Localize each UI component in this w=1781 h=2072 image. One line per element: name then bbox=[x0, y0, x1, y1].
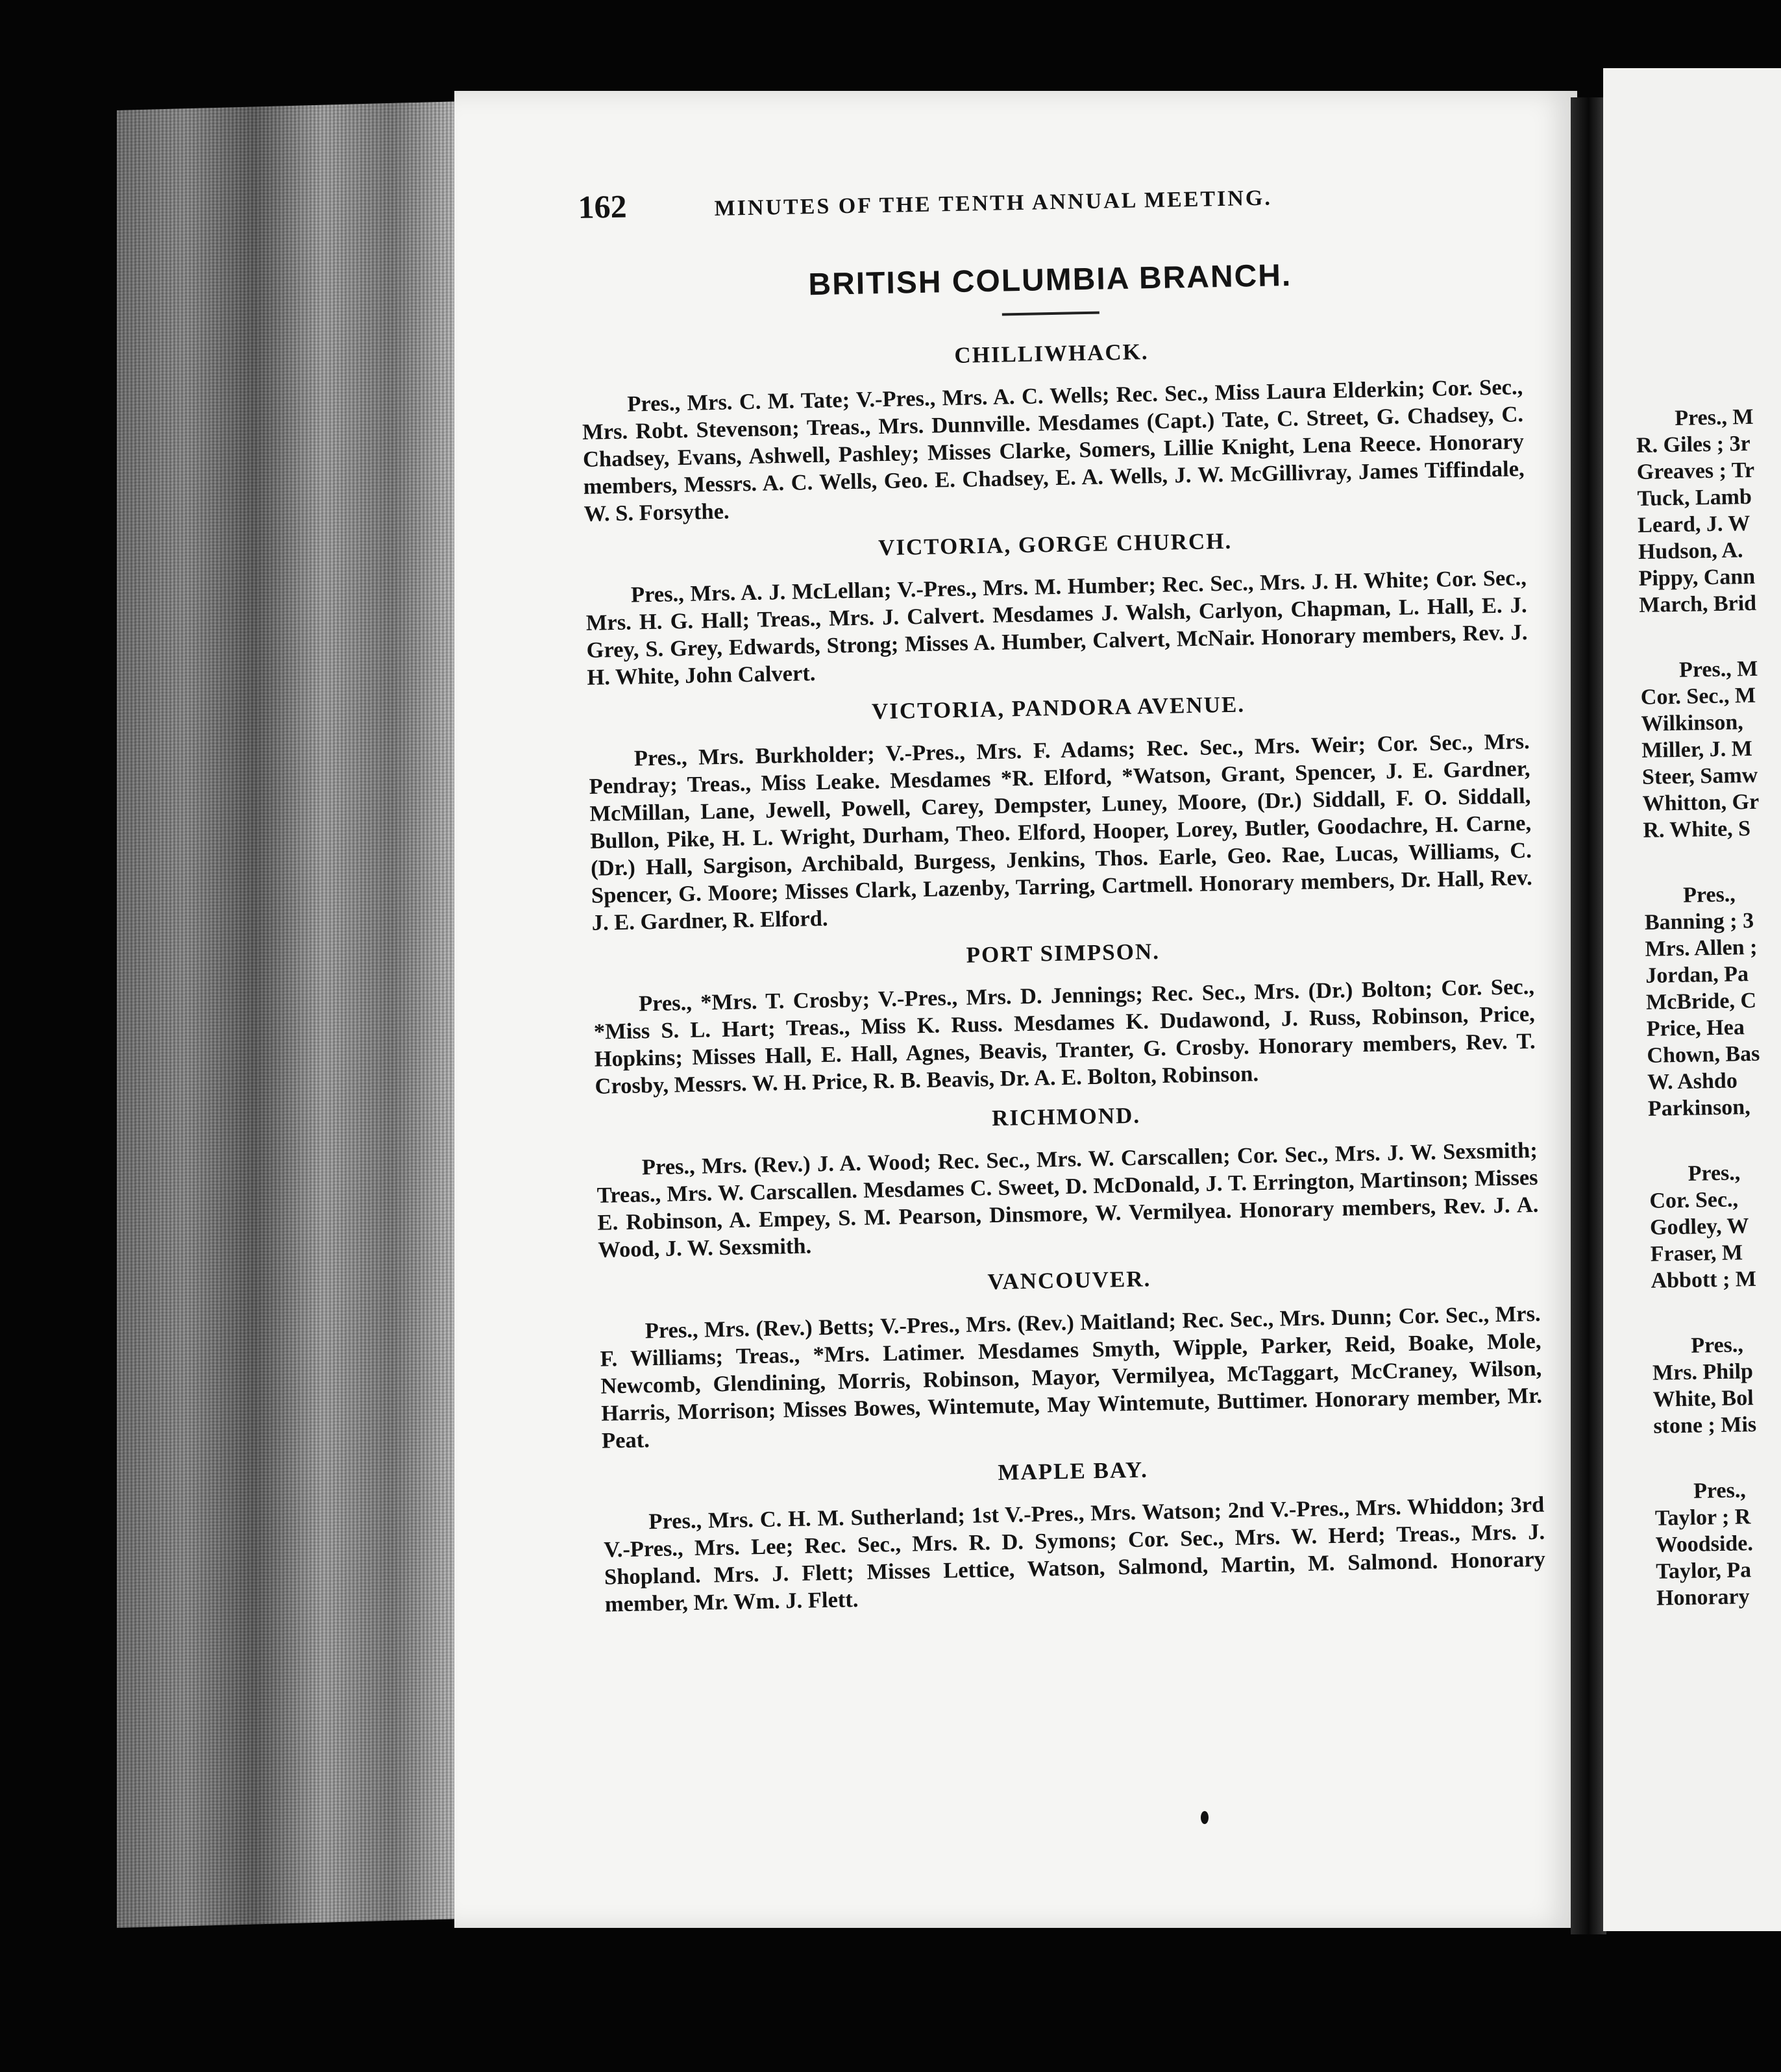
section-body: Pres., Mrs. C. H. M. Sutherland; 1st V.-Pres., Mrs. Watson; 2nd V.-Pres., Mrs. Whiddon; 3rd V.-Pres., Mrs. Lee; Rec. Sec., Mrs. R. D. Symons; Cor. Sec., Mrs. W. Herd; Treas., Mrs. J. Shopland. Mrs. J. Flett; Misses Lettice, Watson, Salmond, Martin, M. Salmond. Honorary member, Mr. Wm. J. Flett. bbox=[603, 1492, 1546, 1617]
section-heading: CHILLIWHACK. bbox=[954, 339, 1149, 368]
section-body: Pres., Mrs. A. J. McLellan; V.-Pres., Mrs. M. Humber; Rec. Sec., Mrs. J. H. White; Cor. Sec., Mrs. H. G. Hall; Treas., Mrs. J. Calvert. Mesdames J. Walsh, Carlyon, Chapman, L. Hall, E. J. Grey, S. Grey, Edwards, Strong; Misses A. Humber, Calvert, McNair. Honorary members, Rev. J. H. White, John Calvert. bbox=[585, 565, 1528, 690]
right-page-block bbox=[1636, 401, 1781, 619]
section-heading: VICTORIA, GORGE CHURCH. bbox=[878, 528, 1233, 561]
right-page-line: Cor. Sec., M bbox=[1640, 683, 1756, 709]
right-page-line: Taylor, Pa bbox=[1656, 1558, 1752, 1584]
right-page-line: stone ; Mis bbox=[1653, 1412, 1757, 1438]
right-page-line: Leard, J. W bbox=[1637, 511, 1750, 537]
right-page-line: Banning ; 3 bbox=[1644, 908, 1754, 935]
book-page-edges bbox=[117, 101, 461, 1928]
right-page-block bbox=[1654, 1474, 1781, 1612]
section-body: Pres., Mrs. (Rev.) Betts; V.-Pres., Mrs. (Rev.) Maitland; Rec. Sec., Mrs. Dunn; Cor. Sec., Mrs. F. Williams; Treas., *Mrs. Latimer. Mesdames Smyth, Wipple, Parker, Reid, Boake, Mole, Newcomb, Glendining, Morris, Robinson, Mayor, Vermilyea, McTaggart, McCraney, Wilson, Harris, Morrison; Misses Bowes, Wintemute, May Wintemute, Buttimer. Honorary member, Mr. Peat. bbox=[600, 1301, 1543, 1453]
right-page-line: R. Giles ; 3r bbox=[1636, 431, 1751, 458]
right-page-line: W. Ashdo bbox=[1647, 1068, 1738, 1094]
right-page-line: Jordan, Pa bbox=[1645, 962, 1749, 988]
section-body: Pres., Mrs. (Rev.) J. A. Wood; Rec. Sec., Mrs. W. Carscallen; Cor. Sec., Mrs. J. W. Sexsmith; Treas., Mrs. W. Carscallen. Mesdames C. Sweet, D. McDonald, J. T. Errington, Martinson; Misses E. Robinson, A. Empey, S. M. Pearson, Dinsmore, W. Vermilyea. Honorary members, Rev. J. A. Wood, J. W. Sexsmith. bbox=[596, 1137, 1539, 1263]
section-richmond bbox=[595, 1095, 1539, 1264]
right-page-line: Miller, J. M bbox=[1641, 736, 1753, 763]
book-gutter bbox=[1571, 97, 1606, 1934]
right-page-line: Mrs. Philp bbox=[1652, 1359, 1754, 1385]
right-page-line: White, Bol bbox=[1652, 1386, 1754, 1412]
right-page-line: Pres., bbox=[1693, 1478, 1747, 1503]
right-page-line: Woodside. bbox=[1655, 1531, 1754, 1557]
right-page-line: Fraser, M bbox=[1650, 1240, 1743, 1266]
right-page-line: Price, Hea bbox=[1646, 1015, 1745, 1041]
right-page-line: March, Brid bbox=[1639, 591, 1757, 617]
right-page-line: Pippy, Cann bbox=[1638, 564, 1756, 591]
title-rule bbox=[1002, 312, 1099, 316]
section-body: Pres., Mrs. C. M. Tate; V.-Pres., Mrs. A. C. Wells; Rec. Sec., Miss Laura Elderkin; Cor. Sec., Mrs. Robt. Stevenson; Treas., Mrs. Dunnville. Mesdames (Capt.) Tate, C. Street, G. Chadsey, C. Chadsey, Evans, Ashwell, Pashley; Misses Clarke, Somers, Lillie Knight, Lena Reece. Honorary members, Messrs. A. C. Wells, Geo. E. Chadsey, E. A. Wells, J. W. McGillivray, James Tiffindale, W. S. Forsythe. bbox=[582, 375, 1525, 526]
section-heading: VANCOUVER. bbox=[987, 1266, 1151, 1295]
right-page-line: Whitton, Gr bbox=[1642, 789, 1760, 816]
right-page-line: Greaves ; Tr bbox=[1636, 458, 1755, 484]
right-page-line: Mrs. Allen ; bbox=[1645, 935, 1758, 961]
right-page-line: Parkinson, bbox=[1647, 1095, 1750, 1121]
right-page-content bbox=[1636, 401, 1781, 1651]
section-maple-bay bbox=[602, 1449, 1546, 1618]
right-page-line: Steer, Samw bbox=[1641, 763, 1758, 789]
right-page bbox=[1603, 68, 1781, 1931]
running-head bbox=[578, 170, 1519, 226]
right-page-line: Cor. Sec., bbox=[1649, 1187, 1739, 1213]
section-heading: RICHMOND. bbox=[991, 1102, 1141, 1131]
section-chilliwhack bbox=[581, 332, 1525, 528]
right-page-line: Pres., bbox=[1688, 1161, 1741, 1186]
page-content bbox=[578, 170, 1546, 1631]
running-head-title: MINUTES OF THE TENTH ANNUAL MEETING. bbox=[714, 186, 1273, 221]
right-page-block bbox=[1644, 878, 1781, 1122]
section-heading: VICTORIA, PANDORA AVENUE. bbox=[871, 691, 1246, 724]
right-page-line: Abbott ; M bbox=[1651, 1266, 1757, 1293]
ink-dot bbox=[1201, 1811, 1209, 1824]
right-page-line: Taylor ; R bbox=[1654, 1505, 1751, 1531]
right-page-line: Pres., M bbox=[1678, 656, 1758, 682]
right-page-line: Pres., bbox=[1690, 1333, 1744, 1358]
section-victoria-gorge-church bbox=[584, 523, 1528, 691]
right-page-line: Pres., M bbox=[1675, 404, 1754, 430]
section-body: Pres., Mrs. Burkholder; V.-Pres., Mrs. F. Adams; Rec. Sec., Mrs. Weir; Cor. Sec., Mrs. Pendray; Treas., Miss Leake. Mesdames *R. Elford, *Watson, Grant, Spencer, J. E. Gardner, McMillan, Lane, Jewell, Powell, Carey, Dempster, Luney, Moore, (Dr.) Siddall, F. O. Siddall, Bullon, Pike, H. L. Wright, Durham, Theo. Elford, Hooper, Lorey, Butler, Goodachre, H. Carne, (Dr.) Hall, Sargison, Archibald, Burgess, Jenkins, Thos. Earle, Geo. Rae, Lucas, Williams, C. Spencer, G. Moore; Misses Clark, Lazenby, Tarring, Cartmell. Honorary members, Dr. Hall, Rev. J. E. Gardner, R. Elford. bbox=[589, 729, 1533, 935]
section-heading: MAPLE BAY. bbox=[998, 1457, 1149, 1485]
right-page-block bbox=[1640, 653, 1781, 844]
page-number: 162 bbox=[578, 188, 628, 225]
right-page-line: R. White, S bbox=[1643, 817, 1751, 843]
right-page-line: Pres., bbox=[1682, 882, 1736, 907]
right-page-line: Godley, W bbox=[1649, 1214, 1749, 1240]
section-vancouver bbox=[598, 1259, 1543, 1455]
right-page-line: Wilkinson, bbox=[1641, 710, 1744, 736]
section-port-simpson bbox=[593, 931, 1536, 1100]
section-heading: PORT SIMPSON. bbox=[966, 939, 1161, 968]
right-page-line: Hudson, A. bbox=[1638, 538, 1743, 564]
right-page-line: Tuck, Lamb bbox=[1637, 484, 1752, 511]
right-page-block bbox=[1652, 1329, 1781, 1440]
right-page-line: Honorary bbox=[1656, 1585, 1750, 1610]
section-victoria-pandora-avenue bbox=[587, 686, 1533, 937]
section-body: Pres., *Mrs. T. Crosby; V.-Pres., Mrs. D. Jennings; Rec. Sec., Mrs. (Dr.) Bolton; Cor. Sec., *Miss S. L. Hart; Treas., Miss K. Russ. Mesdames K. Dudawond, J. Russ, Robinson, Price, Hopkins; Misses Hall, E. Hall, Agnes, Beavis, Tranter, G. Crosby. Honorary members, Rev. T. Crosby, Messrs. W. H. Price, R. B. Beavis, Dr. A. E. Bolton, Robinson. bbox=[593, 974, 1536, 1099]
right-page-line: Chown, Bas bbox=[1647, 1041, 1760, 1068]
right-page-line: McBride, C bbox=[1645, 988, 1757, 1015]
left-page bbox=[454, 91, 1577, 1928]
branch-title: BRITISH COLUMBIA BRANCH. bbox=[807, 258, 1292, 302]
right-page-block bbox=[1649, 1157, 1781, 1294]
